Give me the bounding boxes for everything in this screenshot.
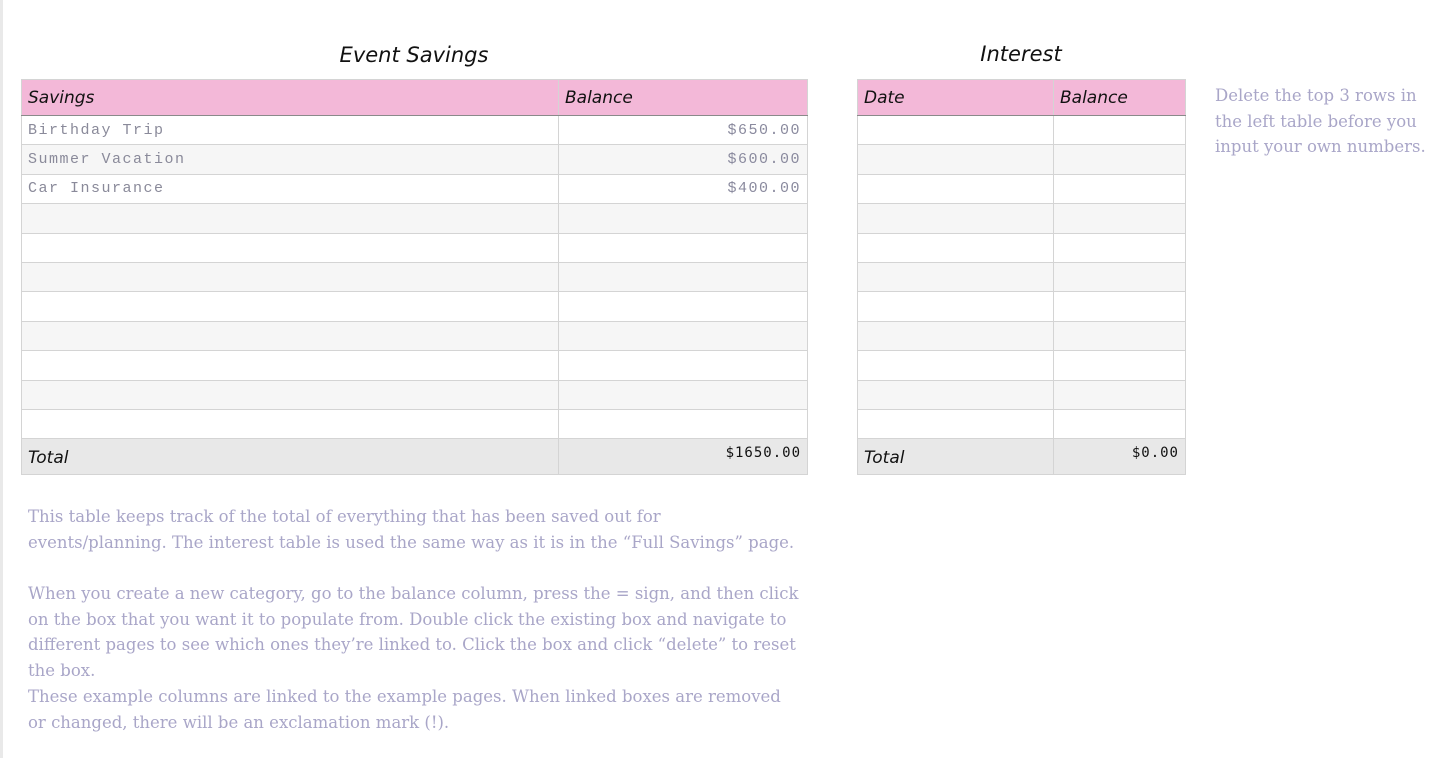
column-header-balance[interactable]: Balance — [559, 80, 808, 116]
table-row — [858, 409, 1186, 438]
balance-cell[interactable] — [559, 292, 808, 321]
table-row — [22, 204, 808, 233]
date-cell[interactable] — [858, 233, 1054, 262]
header-row — [22, 80, 808, 116]
table-row — [22, 116, 808, 145]
balance-cell[interactable] — [1054, 292, 1186, 321]
balance-cell[interactable] — [559, 321, 808, 350]
table-row — [22, 262, 808, 291]
table-row — [22, 174, 808, 203]
header-row — [858, 80, 1186, 116]
description-paragraph-3[interactable]: These example columns are linked to the example pages. When linked boxes are removed or changed, there will be an exclamation mark (!). — [28, 687, 781, 732]
date-cell[interactable] — [858, 292, 1054, 321]
total-label[interactable]: Total — [22, 439, 559, 475]
column-header-balance[interactable]: Balance — [1054, 80, 1186, 116]
balance-cell[interactable] — [559, 204, 808, 233]
balance-cell[interactable] — [559, 409, 808, 438]
balance-cell[interactable]: $400.00 — [559, 174, 808, 203]
date-cell[interactable] — [858, 204, 1054, 233]
balance-cell[interactable] — [1054, 174, 1186, 203]
table-row — [858, 321, 1186, 350]
balance-cell[interactable] — [1054, 116, 1186, 145]
table-row — [858, 292, 1186, 321]
table-row — [858, 204, 1186, 233]
savings-name-cell[interactable] — [22, 409, 559, 438]
total-label[interactable]: Total — [858, 439, 1054, 475]
side-instruction-note[interactable]: Delete the top 3 rows in the left table before you input your own numbers. — [1215, 86, 1426, 157]
date-cell[interactable] — [858, 145, 1054, 174]
table-row — [858, 262, 1186, 291]
savings-name-cell[interactable]: Summer Vacation — [22, 145, 559, 174]
balance-cell[interactable] — [1054, 204, 1186, 233]
balance-cell[interactable] — [559, 262, 808, 291]
date-cell[interactable] — [858, 321, 1054, 350]
event-savings-table[interactable] — [21, 79, 808, 475]
table-row — [858, 380, 1186, 409]
table-row — [22, 292, 808, 321]
balance-cell[interactable] — [1054, 321, 1186, 350]
savings-name-cell[interactable] — [22, 321, 559, 350]
balance-cell[interactable] — [559, 233, 808, 262]
savings-name-cell[interactable] — [22, 204, 559, 233]
total-value[interactable]: $0.00 — [1054, 439, 1186, 475]
table-row — [22, 351, 808, 380]
total-value[interactable]: $1650.00 — [559, 439, 808, 475]
table-row — [22, 409, 808, 438]
balance-cell[interactable] — [1054, 380, 1186, 409]
table-row — [22, 233, 808, 262]
balance-cell[interactable] — [1054, 145, 1186, 174]
date-cell[interactable] — [858, 380, 1054, 409]
table-row — [858, 233, 1186, 262]
interest-table[interactable] — [857, 79, 1186, 475]
date-cell[interactable] — [858, 116, 1054, 145]
table-row — [858, 174, 1186, 203]
balance-cell[interactable] — [1054, 262, 1186, 291]
savings-name-cell[interactable] — [22, 262, 559, 291]
table-row — [858, 145, 1186, 174]
event-savings-title: Event Savings — [339, 43, 489, 67]
balance-cell[interactable] — [559, 351, 808, 380]
balance-cell[interactable]: $600.00 — [559, 145, 808, 174]
date-cell[interactable] — [858, 262, 1054, 291]
column-header-date[interactable]: Date — [858, 80, 1054, 116]
table-row — [22, 380, 808, 409]
balance-cell[interactable] — [1054, 351, 1186, 380]
date-cell[interactable] — [858, 409, 1054, 438]
interest-title: Interest — [980, 42, 1062, 66]
balance-cell[interactable] — [1054, 233, 1186, 262]
savings-name-cell[interactable] — [22, 233, 559, 262]
savings-name-cell[interactable]: Birthday Trip — [22, 116, 559, 145]
table-row — [858, 116, 1186, 145]
total-row — [858, 439, 1186, 475]
table-row — [22, 145, 808, 174]
description-paragraph-1[interactable]: This table keeps track of the total of everything that has been saved out for events/planning. The interest table is used the same way as it is in the “Full Savings” page. — [28, 507, 795, 552]
column-header-savings[interactable]: Savings — [22, 80, 559, 116]
balance-cell[interactable] — [559, 380, 808, 409]
date-cell[interactable] — [858, 351, 1054, 380]
balance-cell[interactable]: $650.00 — [559, 116, 808, 145]
savings-name-cell[interactable]: Car Insurance — [22, 174, 559, 203]
date-cell[interactable] — [858, 174, 1054, 203]
savings-name-cell[interactable] — [22, 351, 559, 380]
table-row — [22, 321, 808, 350]
sheet-edge — [0, 0, 3, 758]
savings-name-cell[interactable] — [22, 380, 559, 409]
total-row — [22, 439, 808, 475]
table-row — [858, 351, 1186, 380]
balance-cell[interactable] — [1054, 409, 1186, 438]
savings-name-cell[interactable] — [22, 292, 559, 321]
description-paragraph-2[interactable]: When you create a new category, go to the balance column, press the = sign, and then click on the box that you want it to populate from. Double click the existing box and navigate to different pages to see which ones they’re linked to. Click the box and click “delete” to reset the box. — [28, 584, 799, 680]
